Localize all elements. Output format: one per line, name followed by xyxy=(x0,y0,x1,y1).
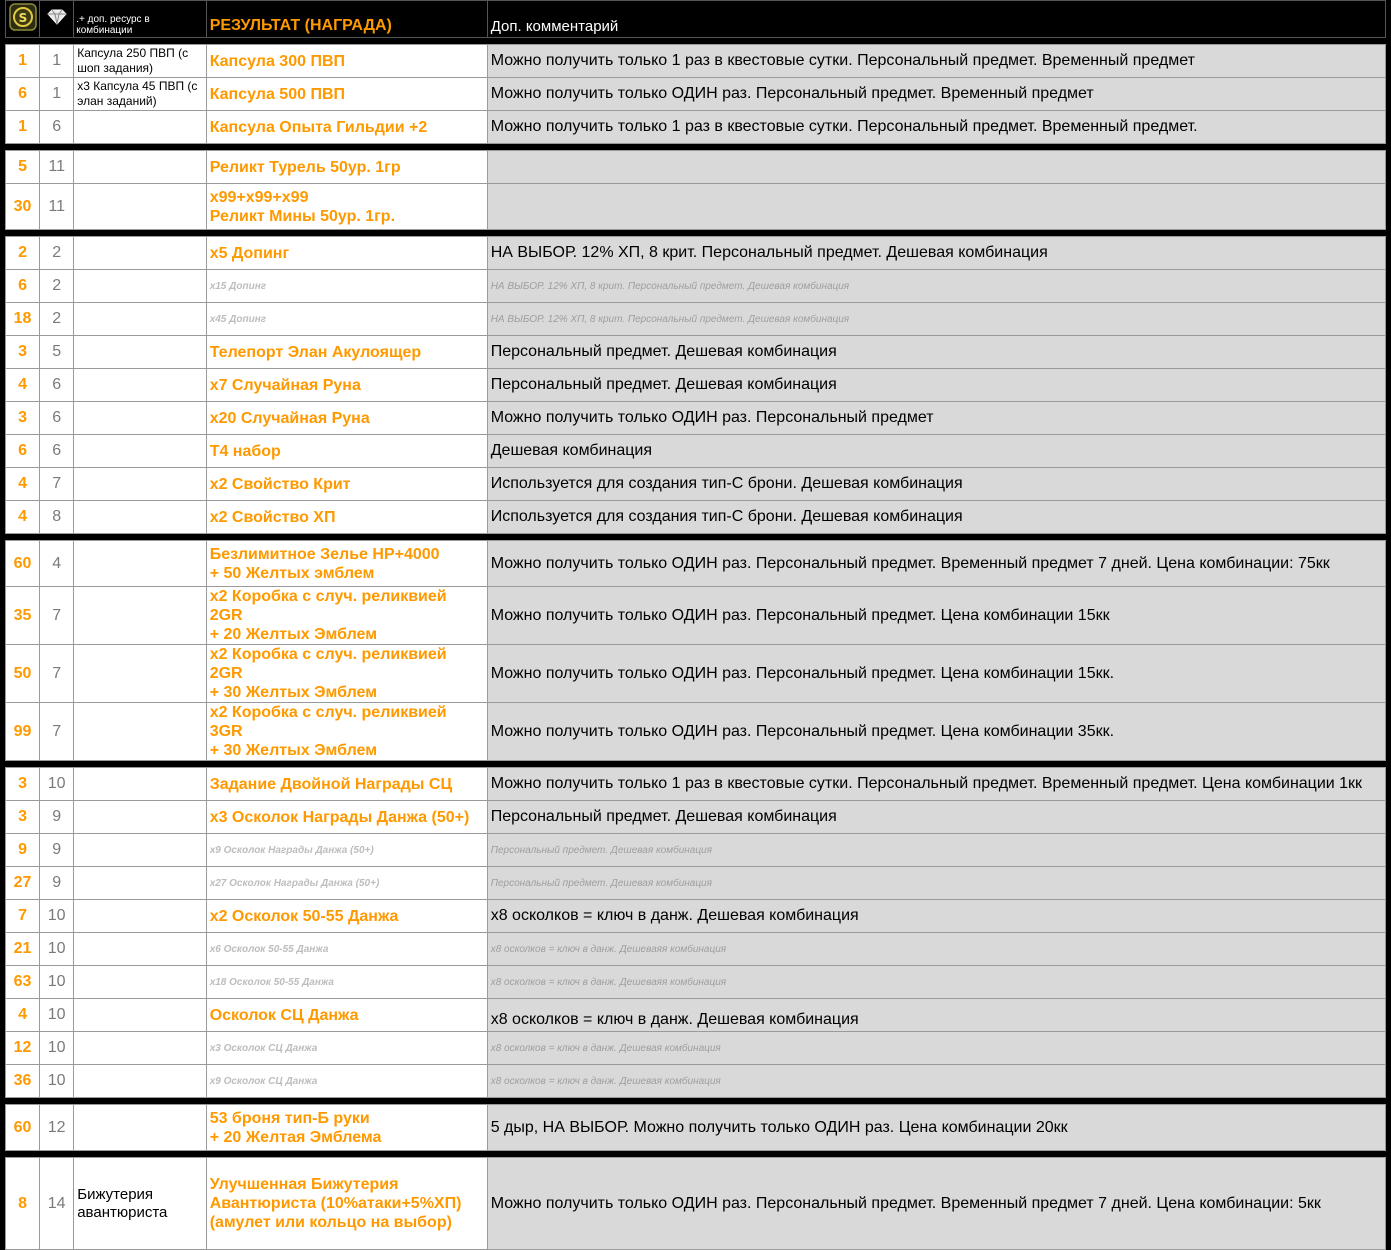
comment-cell: Можно получить только ОДИН раз. Персональный предмет. Временный предмет 7 дней. Цена комбинации: 75кк xyxy=(487,541,1385,587)
comment-cell: НА ВЫБОР. 12% ХП, 8 крит. Персональный предмет. Дешевая комбинация xyxy=(487,303,1385,336)
result-cell: 53 броня тип-Б руки + 20 Желтая Эмблема xyxy=(206,1105,487,1151)
cost-cell: 30 xyxy=(6,184,40,230)
table-row xyxy=(6,541,1386,587)
extra-resource-cell: x3 Капсула 45 ПВП (с элан заданий) xyxy=(74,78,206,111)
comment-cell: Персональный предмет. Дешевая комбинация xyxy=(487,867,1385,900)
group-separator xyxy=(6,230,1386,237)
cost-cell: 60 xyxy=(6,541,40,587)
result-cell: x99+x99+x99 Реликт Мины 50ур. 1гр. xyxy=(206,184,487,230)
comment-cell: Можно получить только ОДИН раз. Персональный предмет xyxy=(487,402,1385,435)
extra-resource-cell xyxy=(74,435,206,468)
comment-cell: Можно получить только 1 раз в квестовые сутки. Персональный предмет. Временный предмет. xyxy=(487,111,1385,144)
level-cell: 10 xyxy=(40,768,74,801)
result-cell: x45 Допинг xyxy=(206,303,487,336)
cost-cell: 4 xyxy=(6,501,40,534)
table-row xyxy=(6,999,1386,1032)
table-row xyxy=(6,151,1386,184)
level-cell: 1 xyxy=(40,78,74,111)
table-row xyxy=(6,1105,1386,1151)
cost-cell: 63 xyxy=(6,966,40,999)
comment-cell: НА ВЫБОР. 12% ХП, 8 крит. Персональный предмет. Дешевая комбинация xyxy=(487,237,1385,270)
comment-cell: Персональный предмет. Дешевая комбинация xyxy=(487,369,1385,402)
reward-table xyxy=(5,0,1386,1250)
result-cell: x27 Осколок Награды Данжа (50+) xyxy=(206,867,487,900)
table-row xyxy=(6,303,1386,336)
cost-cell: 35 xyxy=(6,587,40,645)
extra-resource-cell xyxy=(74,402,206,435)
table-row xyxy=(6,1065,1386,1098)
result-cell: x2 Коробка с случ. реликвией 3GR + 30 Желтых Эмблем xyxy=(206,703,487,761)
level-cell: 6 xyxy=(40,435,74,468)
cost-cell: 7 xyxy=(6,900,40,933)
level-cell: 12 xyxy=(40,1105,74,1151)
level-cell: 4 xyxy=(40,541,74,587)
comment-cell: x8 осколков = ключ в данж. Дешеваяя комбинация xyxy=(487,933,1385,966)
table-row xyxy=(6,867,1386,900)
level-cell: 11 xyxy=(40,151,74,184)
table-row xyxy=(6,468,1386,501)
table-row xyxy=(6,270,1386,303)
result-cell: Осколок СЦ Данжа xyxy=(206,999,487,1032)
cost-cell: 21 xyxy=(6,933,40,966)
cost-column-header xyxy=(6,1,40,38)
cost-cell: 99 xyxy=(6,703,40,761)
table-row xyxy=(6,834,1386,867)
result-cell: Телепорт Элан Акулоящер xyxy=(206,336,487,369)
table-row xyxy=(6,45,1386,78)
result-cell: x5 Допинг xyxy=(206,237,487,270)
comment-cell: НА ВЫБОР. 12% ХП, 8 крит. Персональный предмет. Дешевая комбинация xyxy=(487,270,1385,303)
extra-resource-cell xyxy=(74,999,206,1032)
comment-cell: Дешевая комбинация xyxy=(487,435,1385,468)
result-cell: x2 Свойство ХП xyxy=(206,501,487,534)
comment-cell: Можно получить только ОДИН раз. Персональный предмет. Цена комбинации 15кк. xyxy=(487,645,1385,703)
extra-resource-cell xyxy=(74,867,206,900)
table-row xyxy=(6,801,1386,834)
table-body xyxy=(6,38,1386,1250)
group-separator xyxy=(6,38,1386,45)
cost-cell: 6 xyxy=(6,435,40,468)
table-row xyxy=(6,900,1386,933)
extra-resource-cell xyxy=(74,270,206,303)
cost-cell: 18 xyxy=(6,303,40,336)
extra-resource-cell xyxy=(74,645,206,703)
group-separator xyxy=(6,1098,1386,1105)
extra-resource-cell xyxy=(74,900,206,933)
level-cell: 10 xyxy=(40,933,74,966)
cost-cell: 3 xyxy=(6,402,40,435)
level-cell: 2 xyxy=(40,270,74,303)
extra-resource-cell xyxy=(74,541,206,587)
level-cell: 7 xyxy=(40,468,74,501)
result-cell: x9 Осколок Награды Данжа (50+) xyxy=(206,834,487,867)
level-cell: 6 xyxy=(40,369,74,402)
cost-cell: 5 xyxy=(6,151,40,184)
result-cell: x2 Коробка с случ. реликвией 2GR + 30 Желтых Эмблем xyxy=(206,645,487,703)
group-separator xyxy=(6,534,1386,541)
level-cell: 7 xyxy=(40,587,74,645)
level-cell: 2 xyxy=(40,303,74,336)
extra-resource-cell xyxy=(74,801,206,834)
table-row xyxy=(6,501,1386,534)
comment-cell: 5 дыр, НА ВЫБОР. Можно получить только ОДИН раз. Цена комбинации 20кк xyxy=(487,1105,1385,1151)
cost-cell: 4 xyxy=(6,468,40,501)
comment-cell: Используется для создания тип-С брони. Дешевая комбинация xyxy=(487,468,1385,501)
cost-cell: 27 xyxy=(6,867,40,900)
comment-cell: Персональный предмет. Дешевая комбинация xyxy=(487,336,1385,369)
table-row xyxy=(6,435,1386,468)
result-cell: Т4 набор xyxy=(206,435,487,468)
extra-resource-cell xyxy=(74,336,206,369)
result-cell: x18 Осколок 50-55 Данжа xyxy=(206,966,487,999)
cost-cell: 3 xyxy=(6,336,40,369)
extra-resource-cell xyxy=(74,501,206,534)
result-cell: Капсула Опыта Гильдии +2 xyxy=(206,111,487,144)
level-cell: 10 xyxy=(40,1032,74,1065)
result-cell: x20 Случайная Руна xyxy=(206,402,487,435)
comment-cell: Персональный предмет. Дешевая комбинация xyxy=(487,834,1385,867)
cost-cell: 12 xyxy=(6,1032,40,1065)
comment-cell: Можно получить только ОДИН раз. Персональный предмет. Цена комбинации 35кк. xyxy=(487,703,1385,761)
result-cell: Капсула 300 ПВП xyxy=(206,45,487,78)
cost-cell: 8 xyxy=(6,1158,40,1250)
result-cell: x2 Свойство Крит xyxy=(206,468,487,501)
extra-resource-cell xyxy=(74,587,206,645)
comment-cell: x8 осколков = ключ в данж. Дешевая комбинация xyxy=(487,1032,1385,1065)
result-cell: x3 Осколок СЦ Данжа xyxy=(206,1032,487,1065)
level-cell: 6 xyxy=(40,111,74,144)
table-row xyxy=(6,587,1386,645)
cost-cell: 2 xyxy=(6,237,40,270)
table-row xyxy=(6,768,1386,801)
comment-cell: Можно получить только ОДИН раз. Персональный предмет. Временный предмет 7 дней. Цена комбинации: 5кк xyxy=(487,1158,1385,1250)
comment-cell: x8 осколков = ключ в данж. Дешеваяя комбинация xyxy=(487,966,1385,999)
cost-cell: 6 xyxy=(6,78,40,111)
comment-cell xyxy=(487,151,1385,184)
extra-resource-cell xyxy=(74,184,206,230)
level-cell: 9 xyxy=(40,801,74,834)
comment-cell: Можно получить только 1 раз в квестовые сутки. Персональный предмет. Временный предмет xyxy=(487,45,1385,78)
result-cell: x3 Осколок Награды Данжа (50+) xyxy=(206,801,487,834)
cost-cell: 1 xyxy=(6,111,40,144)
level-cell: 7 xyxy=(40,703,74,761)
extra-resource-cell xyxy=(74,468,206,501)
cost-cell: 50 xyxy=(6,645,40,703)
level-column-header xyxy=(40,1,74,38)
group-separator xyxy=(6,1151,1386,1158)
extra-resource-cell: Капсула 250 ПВП (с шоп задания) xyxy=(74,45,206,78)
level-cell: 6 xyxy=(40,402,74,435)
cost-cell: 60 xyxy=(6,1105,40,1151)
cost-cell: 36 xyxy=(6,1065,40,1098)
result-cell: Капсула 500 ПВП xyxy=(206,78,487,111)
table-row xyxy=(6,1158,1386,1250)
result-cell: x2 Осколок 50-55 Данжа xyxy=(206,900,487,933)
table-row xyxy=(6,336,1386,369)
table-row xyxy=(6,369,1386,402)
cost-cell: 4 xyxy=(6,369,40,402)
table-row xyxy=(6,645,1386,703)
table-row xyxy=(6,1032,1386,1065)
result-cell: Реликт Турель 50ур. 1гр xyxy=(206,151,487,184)
table-row xyxy=(6,111,1386,144)
comment-cell xyxy=(487,184,1385,230)
table-row xyxy=(6,966,1386,999)
level-cell: 10 xyxy=(40,1065,74,1098)
level-cell: 10 xyxy=(40,999,74,1032)
extra-resource-cell xyxy=(74,768,206,801)
level-cell: 10 xyxy=(40,900,74,933)
cost-cell: 3 xyxy=(6,801,40,834)
level-cell: 11 xyxy=(40,184,74,230)
comment-cell: Можно получить только ОДИН раз. Персональный предмет. Временный предмет xyxy=(487,78,1385,111)
result-column-header: РЕЗУЛЬТАТ (НАГРАДА) xyxy=(206,1,487,38)
result-cell: x15 Допинг xyxy=(206,270,487,303)
comment-cell: Используется для создания тип-С брони. Дешевая комбинация xyxy=(487,501,1385,534)
extra-resource-cell xyxy=(74,1105,206,1151)
extra-resource-cell xyxy=(74,933,206,966)
header-row xyxy=(6,1,1386,38)
comment-cell: x8 осколков = ключ в данж. Дешевая комбинация xyxy=(487,900,1385,933)
result-cell: Задание Двойной Награды СЦ xyxy=(206,768,487,801)
level-cell: 1 xyxy=(40,45,74,78)
extra-resource-cell xyxy=(74,237,206,270)
extra-resource-cell: Бижутерия авантюриста xyxy=(74,1158,206,1250)
cost-cell: 6 xyxy=(6,270,40,303)
table-row xyxy=(6,237,1386,270)
result-cell: x7 Случайная Руна xyxy=(206,369,487,402)
comment-cell: x8 осколков = ключ в данж. Дешевая комбинация xyxy=(487,1065,1385,1098)
coin-icon xyxy=(9,3,37,31)
level-cell: 8 xyxy=(40,501,74,534)
group-separator xyxy=(6,144,1386,151)
level-cell: 5 xyxy=(40,336,74,369)
result-cell: x9 Осколок СЦ Данжа xyxy=(206,1065,487,1098)
result-cell: Безлимитное Зелье HP+4000 + 50 Желтых эмблем xyxy=(206,541,487,587)
cost-cell: 9 xyxy=(6,834,40,867)
level-cell: 14 xyxy=(40,1158,74,1250)
table-row xyxy=(6,703,1386,761)
table-row xyxy=(6,184,1386,230)
level-cell: 7 xyxy=(40,645,74,703)
result-cell: Улучшенная Бижутерия Авантюриста (10%атаки+5%ХП)(амулет или кольцо на выбор) xyxy=(206,1158,487,1250)
level-cell: 10 xyxy=(40,966,74,999)
result-cell: x2 Коробка с случ. реликвией 2GR + 20 Желтых Эмблем xyxy=(206,587,487,645)
level-cell: 9 xyxy=(40,867,74,900)
level-cell: 9 xyxy=(40,834,74,867)
extra-resource-cell xyxy=(74,834,206,867)
extra-resource-cell xyxy=(74,966,206,999)
table-row xyxy=(6,402,1386,435)
table-row xyxy=(6,78,1386,111)
svg-text:S: S xyxy=(18,10,27,25)
extra-column-header: .+ доп. ресурс в комбинации xyxy=(74,1,206,38)
extra-resource-cell xyxy=(74,1032,206,1065)
extra-resource-cell xyxy=(74,303,206,336)
extra-resource-cell xyxy=(74,1065,206,1098)
group-separator xyxy=(6,761,1386,768)
cost-cell: 4 xyxy=(6,999,40,1032)
cost-cell: 3 xyxy=(6,768,40,801)
level-cell: 2 xyxy=(40,237,74,270)
extra-resource-cell xyxy=(74,151,206,184)
cost-cell: 1 xyxy=(6,45,40,78)
result-cell: x6 Осколок 50-55 Данжа xyxy=(206,933,487,966)
comment-cell: Можно получить только 1 раз в квестовые сутки. Персональный предмет. Временный предмет. Цена комбинации 1кк xyxy=(487,768,1385,801)
comment-column-header: Доп. комментарий xyxy=(487,1,1385,38)
comment-cell: Персональный предмет. Дешевая комбинация xyxy=(487,801,1385,834)
extra-resource-cell xyxy=(74,369,206,402)
comment-cell: Можно получить только ОДИН раз. Персональный предмет. Цена комбинации 15кк xyxy=(487,587,1385,645)
extra-resource-cell xyxy=(74,703,206,761)
comment-cell: x8 осколков = ключ в данж. Дешевая комбинация xyxy=(487,999,1385,1032)
gem-icon xyxy=(45,8,69,26)
table-row xyxy=(6,933,1386,966)
extra-resource-cell xyxy=(74,111,206,144)
